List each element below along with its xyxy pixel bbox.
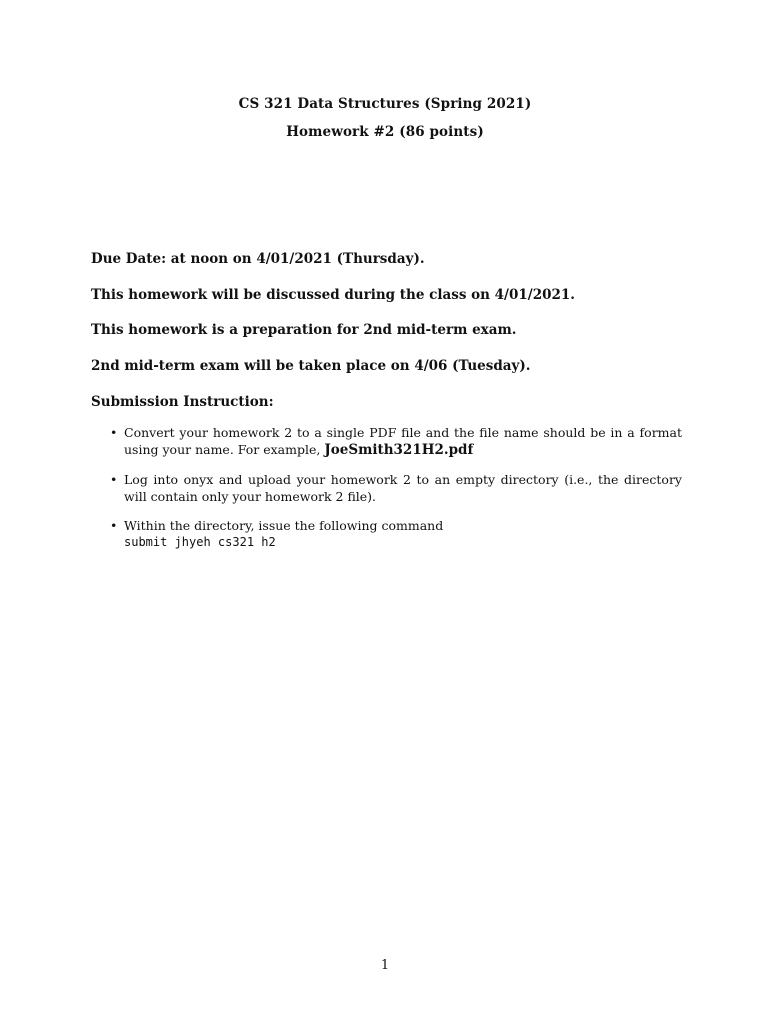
submit-command: submit jhyeh cs321 h2: [124, 535, 276, 549]
example-filename: JoeSmith321H2.pdf: [324, 442, 474, 458]
instruction-text: Within the directory, issue the following command: [124, 518, 444, 533]
course-title: CS 321 Data Structures (Spring 2021): [238, 96, 532, 112]
exam-statement: 2nd mid-term exam will be taken place on 4/06 (Tuesday).: [91, 358, 531, 374]
instruction-text: Convert your homework 2 to a single PDF file and the file name should be in a format using your name. For example,: [124, 425, 682, 457]
submission-heading: Submission Instruction:: [91, 394, 274, 410]
discussion-statement: This homework will be discussed during the class on 4/01/2021.: [91, 287, 575, 303]
instruction-text: Log into onyx and upload your homework 2 to an empty directory (i.e., the directory will contain only your homework 2 file).: [124, 472, 682, 504]
bullet-marker: •: [110, 425, 118, 440]
page-number: 1: [380, 958, 390, 973]
submission-instructions-list: [110, 424, 682, 563]
due-date-statement: Due Date: at noon on 4/01/2021 (Thursday).: [91, 251, 425, 267]
homework-title: Homework #2 (86 points): [286, 124, 484, 140]
bullet-marker: •: [110, 518, 118, 533]
preparation-statement: This homework is a preparation for 2nd mid-term exam.: [91, 322, 517, 338]
list-item: [110, 424, 682, 459]
bullet-marker: •: [110, 472, 118, 487]
list-item: [110, 471, 682, 505]
list-item: [110, 517, 682, 551]
